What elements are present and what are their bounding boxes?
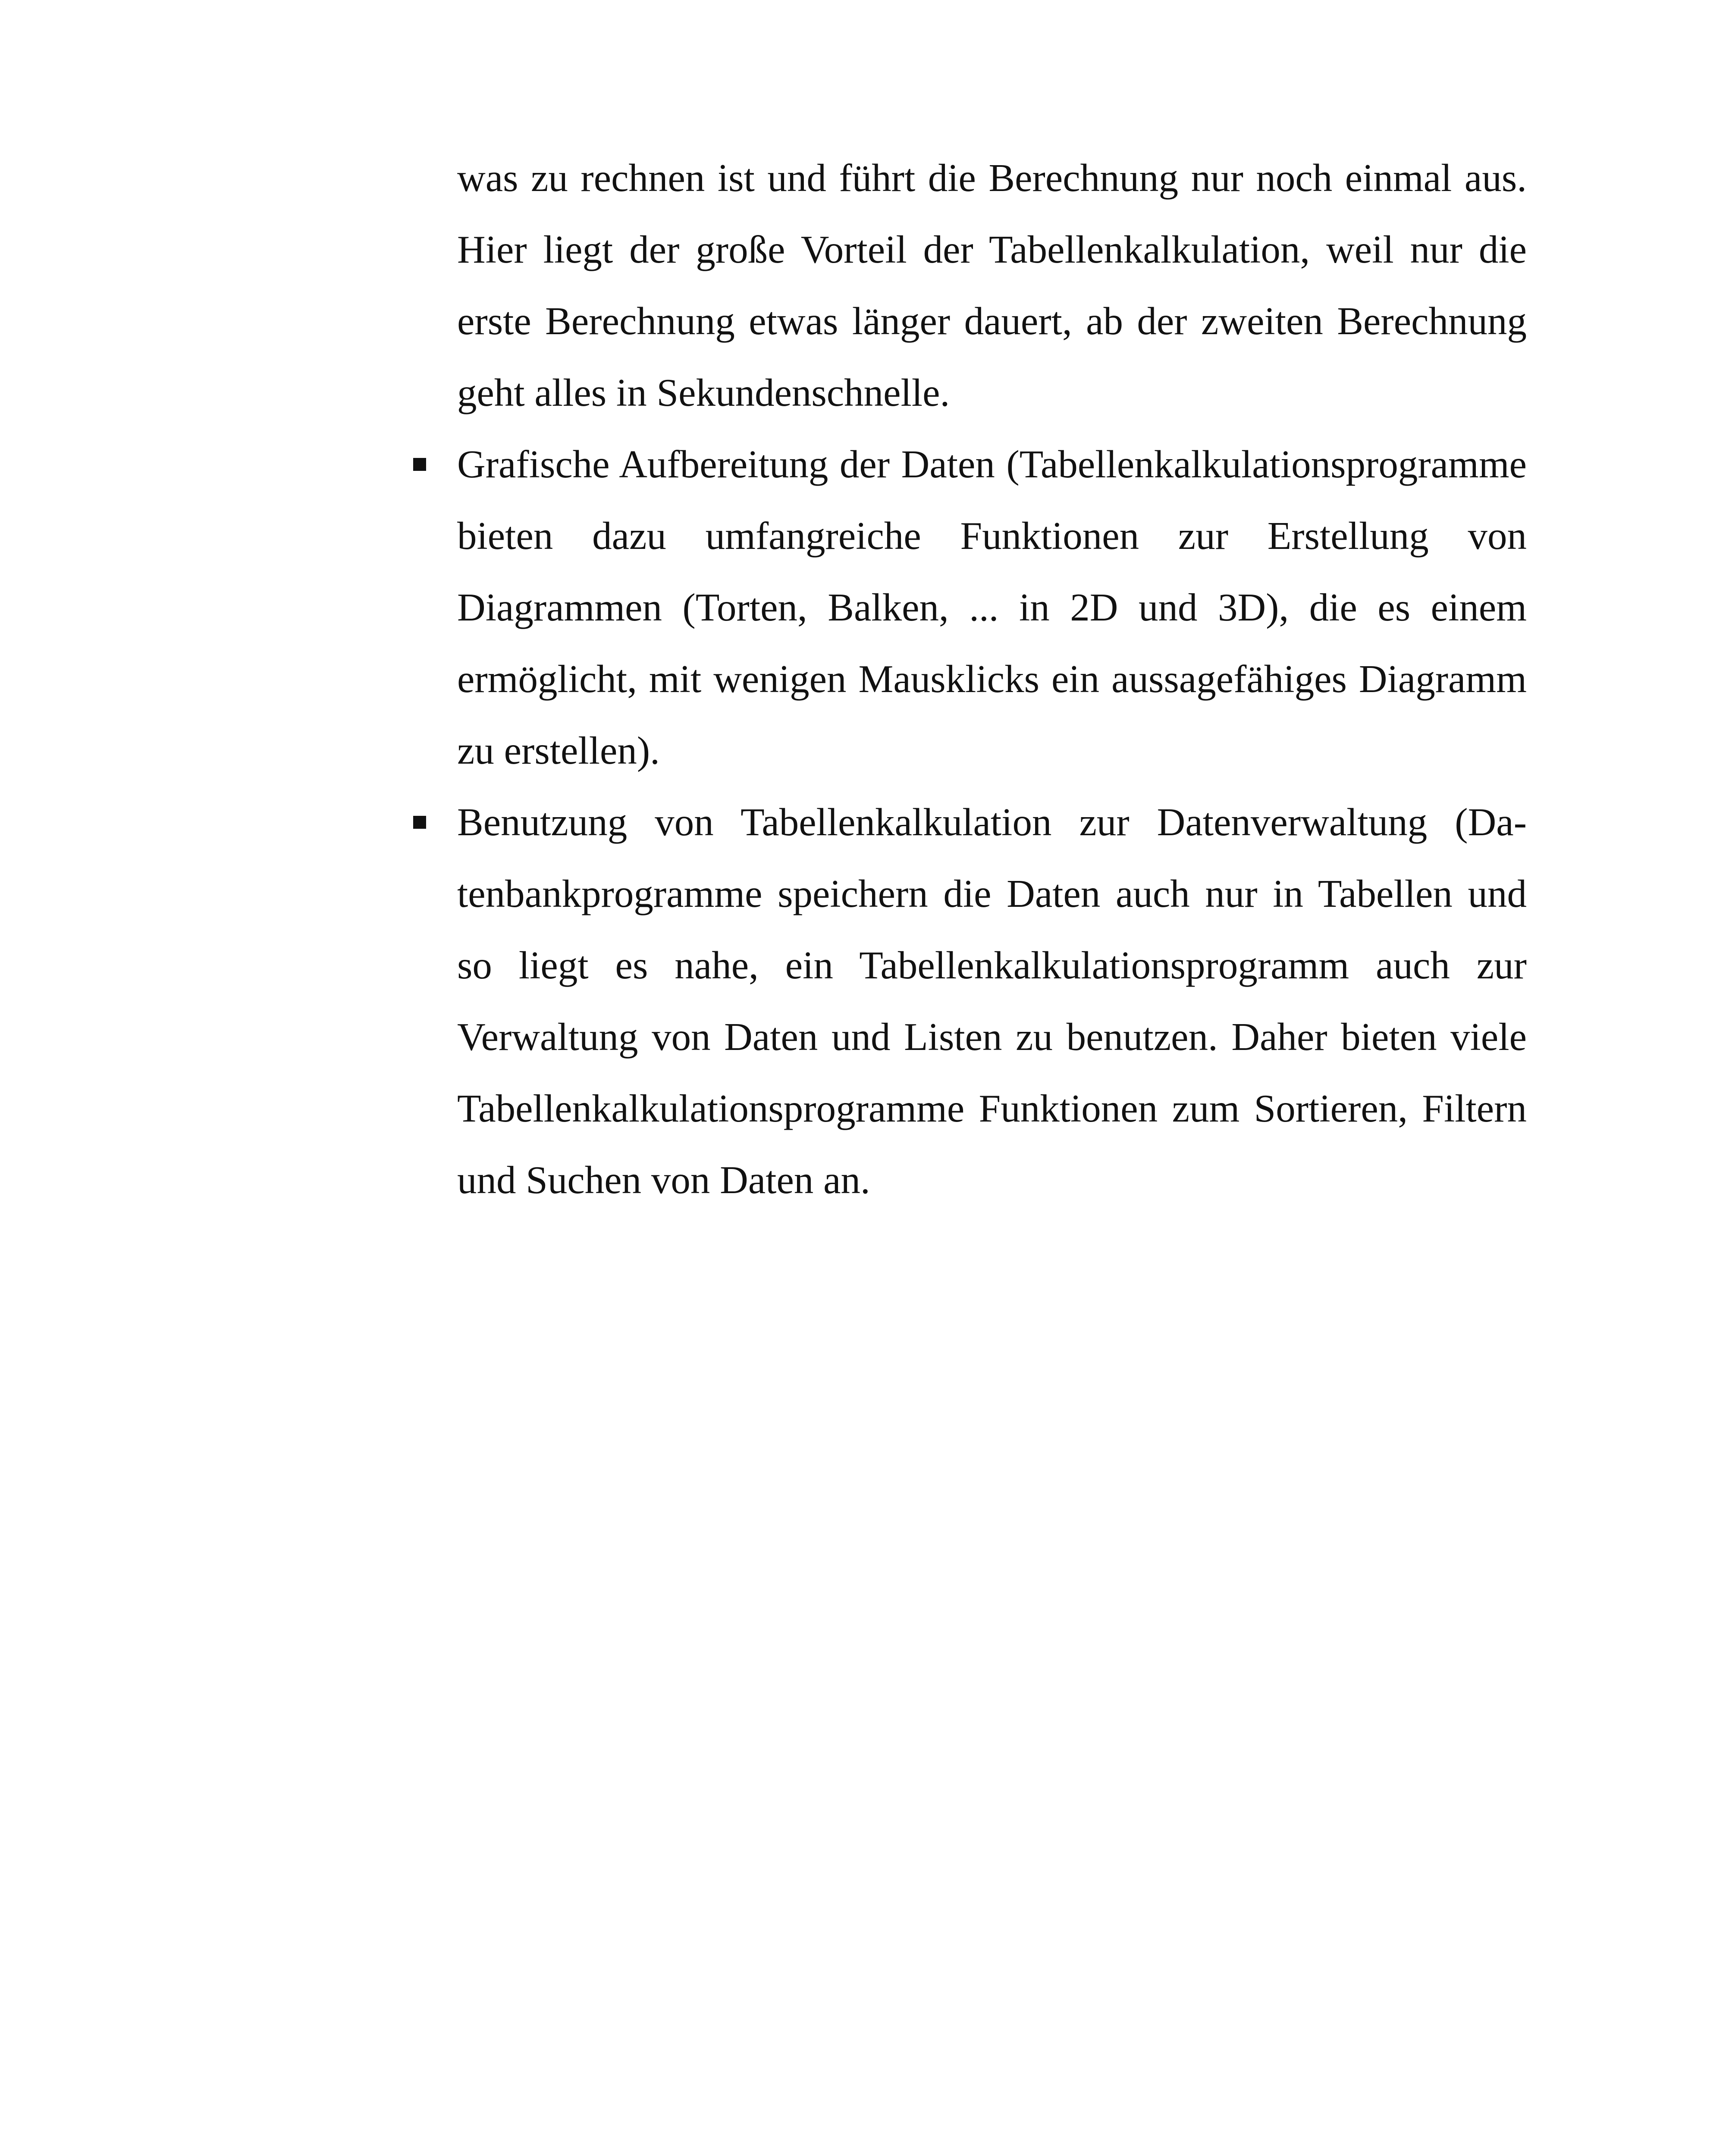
- continuation-paragraph: was zu rechnen ist und führt die Berechnung nur noch einmal aus. Hier liegt der große Vorteil der Tabellenkalkulation, weil nur die erste Berechnung etwas länger dauert, ab der zweiten Berechnung geht alles in Sekundenschnelle.: [457, 156, 1527, 414]
- square-bullet-icon: [413, 816, 426, 829]
- list-item-text: Benutzung von Tabellenkalkulation zur Datenverwaltung (Datenbankprogramme speichern die Daten auch nur in Tabellen und so liegt es nahe, ein Tabellenkalkulationsprogramm auch zur Verwaltung von Daten und Listen zu benutzen. Daher bieten viele Tabellenkalkulationsprogramme Funktionen zum Sortieren, Filtern und Suchen von Daten an.: [457, 800, 1527, 1202]
- list-item-text: Grafische Aufbereitung der Daten (Tabellenkalkulationsprogramme bieten dazu umfangreiche Funktionen zur Erstellung von Diagrammen (Torten, Balken, ... in 2D und 3D), die es einem ermöglicht, mit wenigen Mausklicks ein aussagefähiges Diagramm zu erstellen).: [457, 442, 1527, 772]
- list-item: [457, 429, 1527, 787]
- list-item: [457, 787, 1527, 1216]
- square-bullet-icon: [413, 458, 426, 471]
- document-body: [457, 142, 1527, 1216]
